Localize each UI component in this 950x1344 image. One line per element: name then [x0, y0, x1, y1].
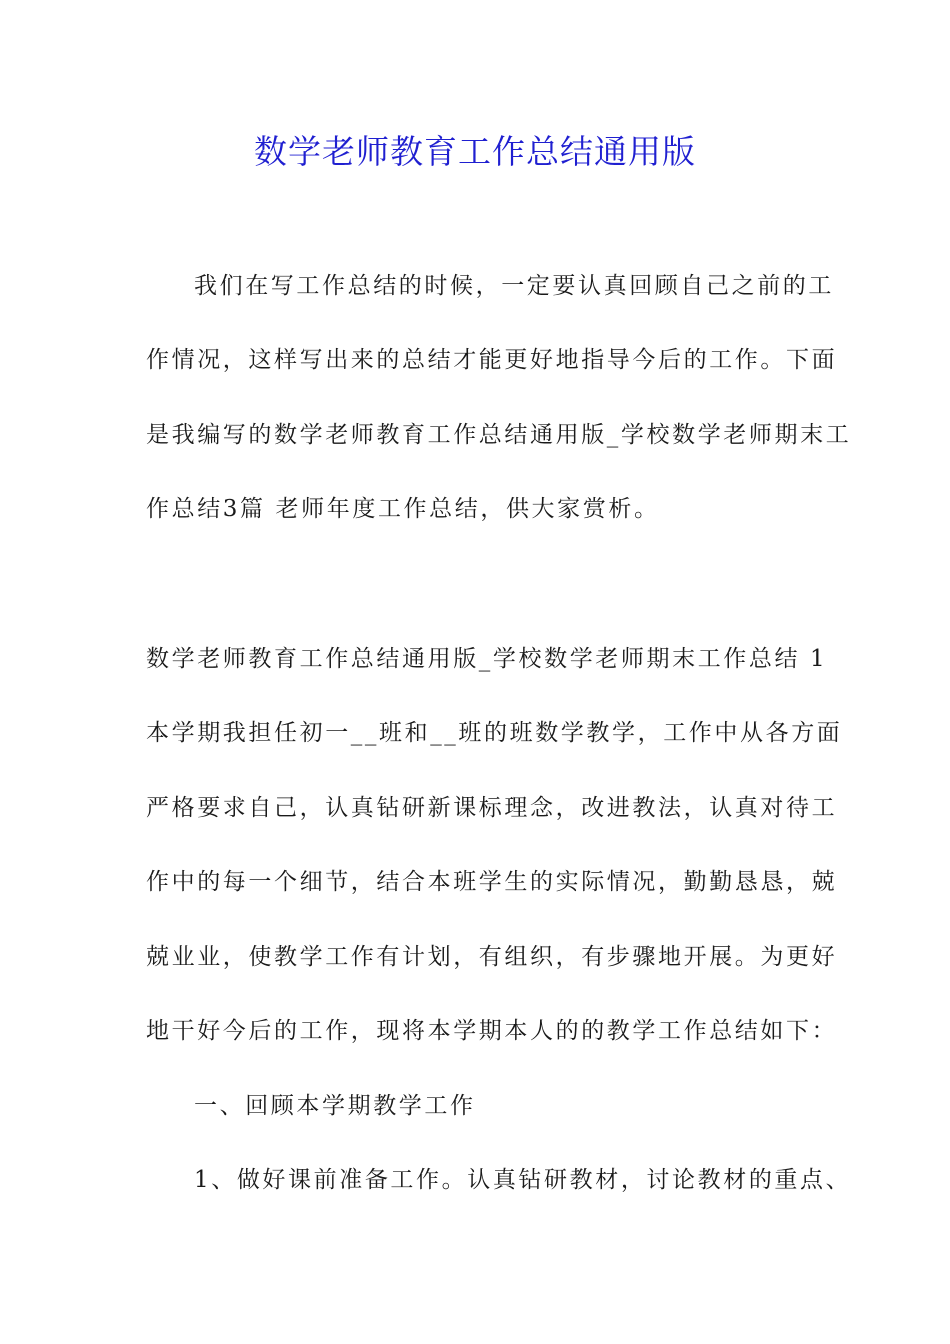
intro-line-2: 作情况，这样写出来的总结才能更好地指导今后的工作。下面	[146, 347, 838, 373]
body-line-4: 兢业业，使教学工作有计划，有组织，有步骤地开展。为更好	[146, 944, 838, 970]
intro-line-3: 是我编写的数学老师教育工作总结通用版_学校数学老师期末工	[146, 422, 852, 448]
body-line-1: 本学期我担任初一__班和__班的班数学教学，工作中从各方面	[146, 720, 843, 746]
body-line-3: 作中的每一个细节，结合本班学生的实际情况，勤勤恳恳，兢	[146, 869, 838, 895]
intro-line-4: 作总结3篇 老师年度工作总结，供大家赏析。	[146, 496, 660, 522]
body-line-5: 地干好今后的工作，现将本学期本人的的教学工作总结如下：	[146, 1018, 838, 1044]
subheading: 一、回顾本学期教学工作	[194, 1093, 476, 1119]
intro-line-1: 我们在写工作总结的时候，一定要认真回顾自己之前的工	[194, 273, 834, 299]
item-1-line: 1、做好课前准备工作。认真钻研教材，讨论教材的重点、	[194, 1167, 852, 1193]
section-heading: 数学老师教育工作总结通用版_学校数学老师期末工作总结 1	[146, 646, 828, 672]
body-line-2: 严格要求自己，认真钻研新课标理念，改进教法，认真对待工	[146, 795, 838, 821]
document-title: 数学老师教育工作总结通用版	[254, 132, 696, 171]
